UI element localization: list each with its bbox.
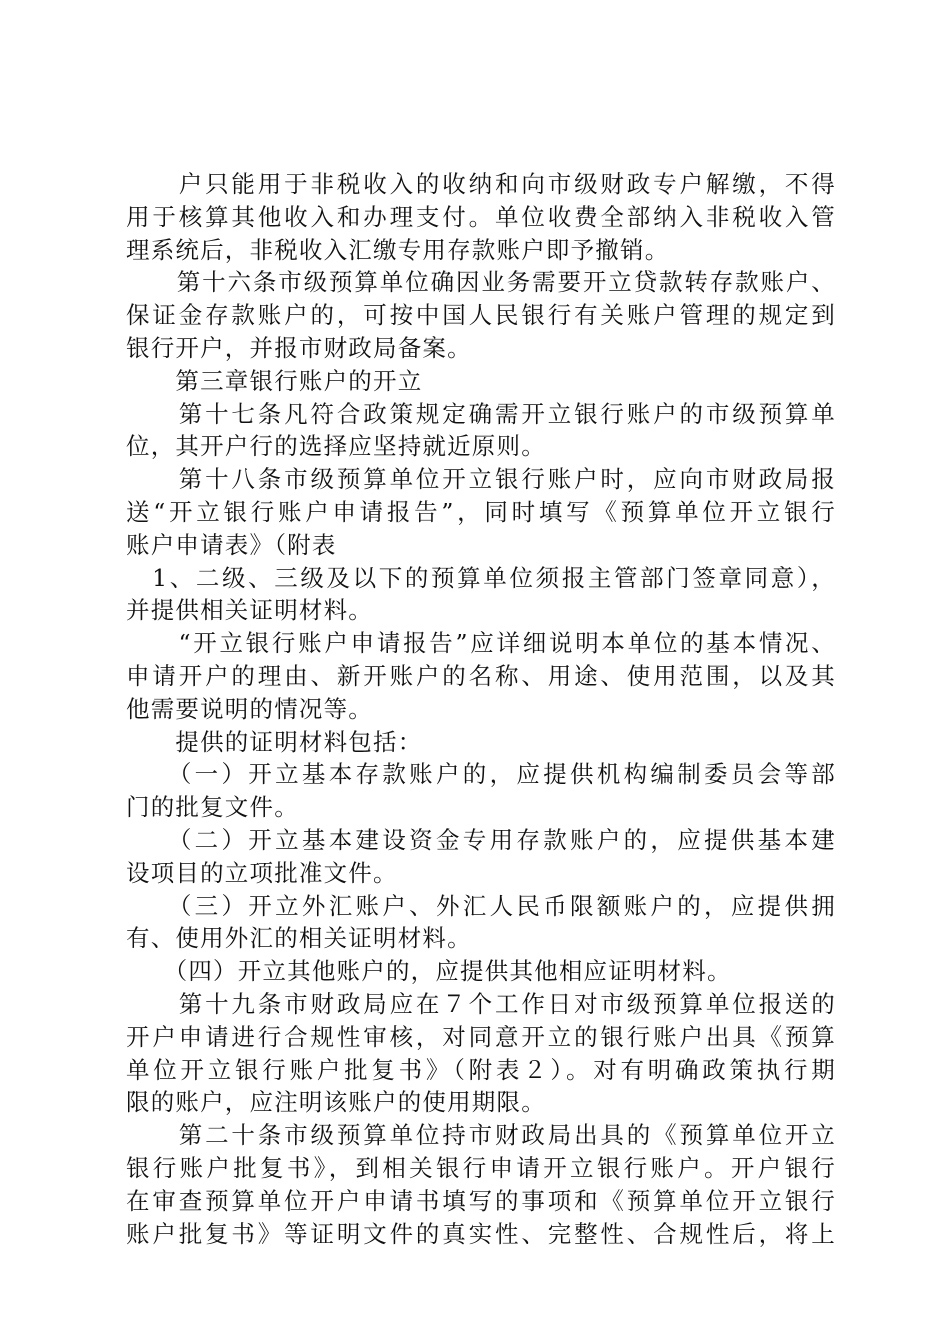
text-line: 单位开立银行账户批复书》（附表２）。对有明确政策执行期 [126, 1055, 836, 1084]
text-line: 第十九条市财政局应在７个工作日对市级预算单位报送的 [126, 989, 836, 1018]
text-line: 并提供相关证明材料。 [126, 596, 373, 625]
text-line: 在审查预算单位开户申请书填写的事项和《预算单位开立银行 [126, 1186, 836, 1215]
text-line: 账户申请表》（附表 [126, 530, 337, 559]
text-line: 账户批复书》等证明文件的真实性、完整性、合规性后，将上 [126, 1219, 836, 1248]
text-line: 保证金存款账户的，可按中国人民银行有关账户管理的规定到 [126, 301, 836, 330]
text-line: 提供的证明材料包括： [126, 727, 423, 756]
document-body [126, 168, 836, 1250]
text-line: 有、使用外汇的相关证明材料。 [126, 924, 472, 953]
text-line: 户只能用于非税收入的收纳和向市级财政专户解缴，不得 [126, 170, 836, 198]
text-line: 银行开户，并报市财政局备案。 [126, 333, 472, 362]
text-line: “开立银行账户申请报告”应详细说明本单位的基本情况、 [126, 629, 836, 658]
text-line: 送“开立银行账户申请报告”，同时填写《预算单位开立银行 [126, 497, 836, 526]
text-line: 第十七条凡符合政策规定确需开立银行账户的市级预算单 [126, 399, 836, 428]
text-line: （四）开立其他账户的，应提供其他相应证明材料。 [126, 957, 732, 986]
text-line: 用于核算其他收入和办理支付。单位收费全部纳入非税收入管 [126, 202, 836, 231]
text-line: 第十八条市级预算单位开立银行账户时，应向市财政局报 [126, 465, 836, 494]
text-line: （二）开立基本建设资金专用存款账户的，应提供基本建 [126, 825, 836, 854]
text-line: 申请开户的理由、新开账户的名称、用途、使用范围，以及其 [126, 661, 836, 690]
text-line: 开户申请进行合规性审核，对同意开立的银行账户出具《预算 [126, 1022, 836, 1051]
text-line: 1、二级、三级及以下的预算单位须报主管部门签章同意）， [126, 563, 836, 592]
text-line: 第十六条市级预算单位确因业务需要开立贷款转存款账户、 [126, 268, 836, 297]
text-line: 理系统后，非税收入汇缴专用存款账户即予撤销。 [126, 235, 670, 264]
text-line: 位，其开户行的选择应坚持就近原则。 [126, 432, 546, 461]
text-line: 门的批复文件。 [126, 793, 299, 822]
text-line: 银行账户批复书》，到相关银行申请开立银行账户。开户银行 [126, 1153, 836, 1182]
text-line: 他需要说明的情况等。 [126, 694, 373, 723]
text-line: 第二十条市级预算单位持市财政局出具的《预算单位开立 [126, 1121, 836, 1150]
text-line: （三）开立外汇账户、外汇人民币限额账户的，应提供拥 [126, 891, 836, 920]
text-line: 设项目的立项批准文件。 [126, 858, 398, 887]
text-line: 限的账户，应注明该账户的使用期限。 [126, 1088, 546, 1117]
text-line: （一）开立基本存款账户的，应提供机构编制委员会等部 [126, 760, 836, 789]
text-line: 第三章银行账户的开立 [126, 366, 423, 395]
